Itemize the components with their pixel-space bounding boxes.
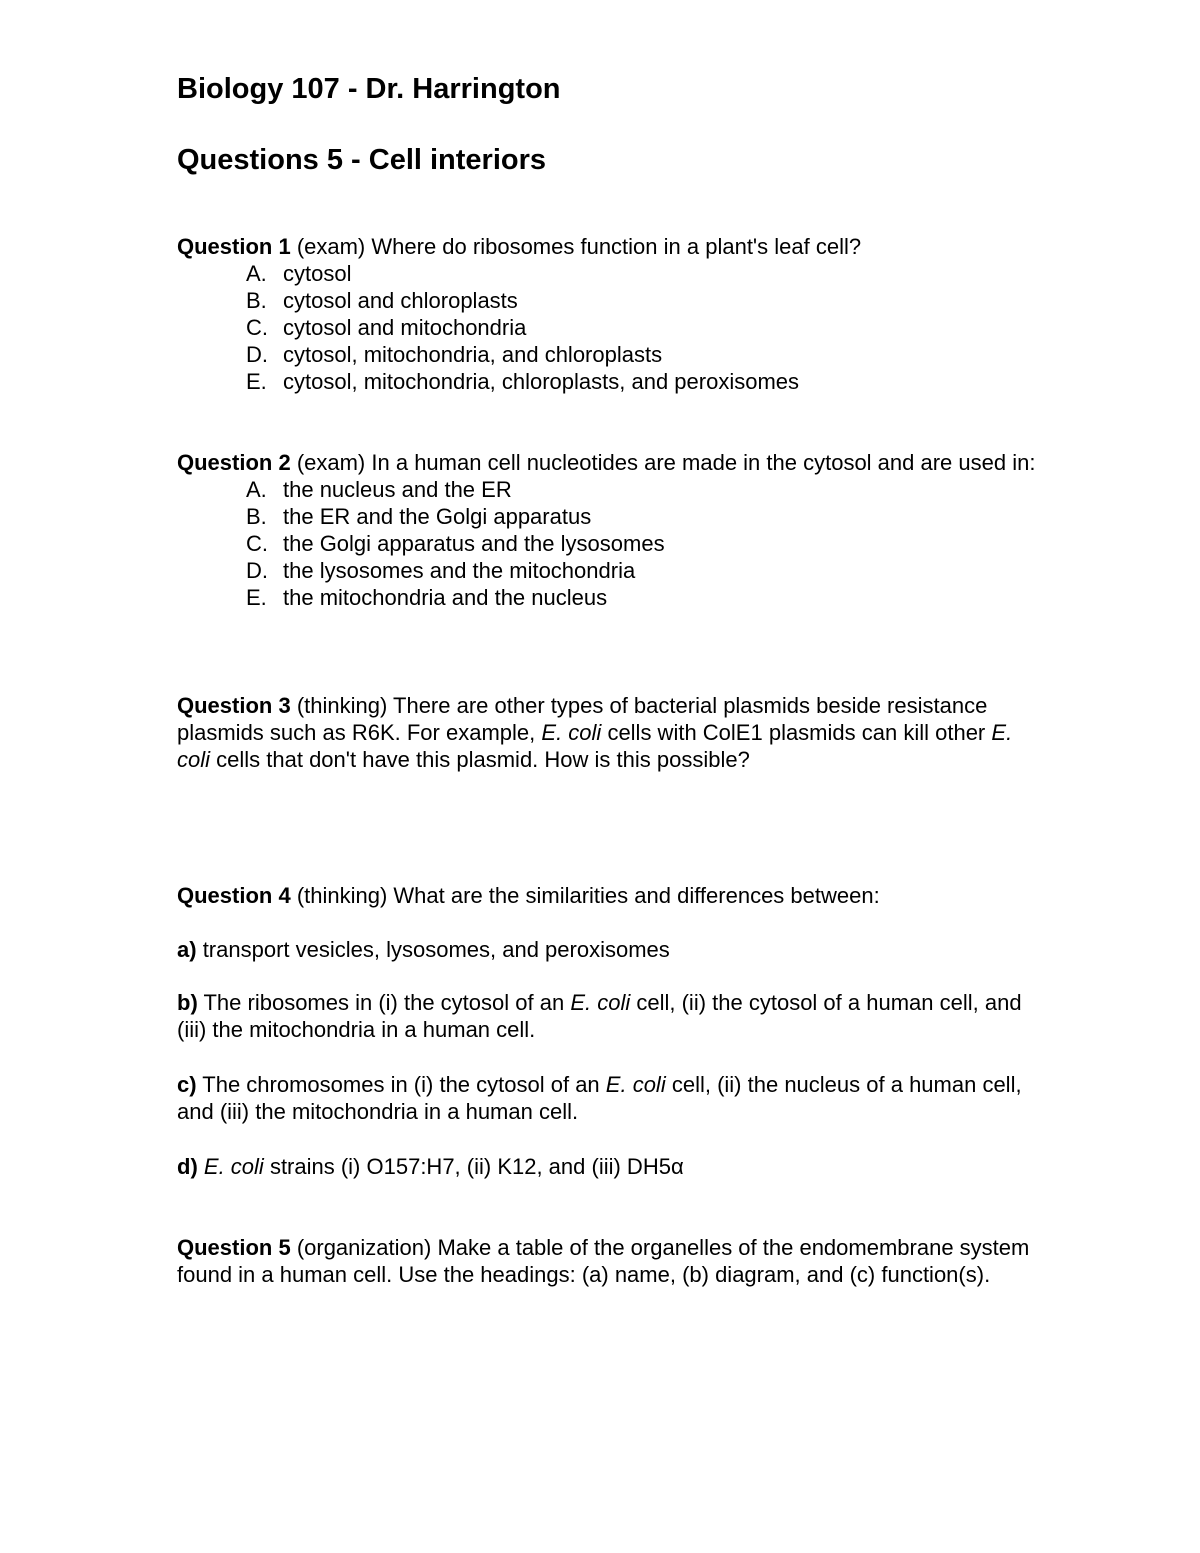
option-letter: D.	[246, 342, 268, 367]
question-1	[177, 233, 1037, 395]
question-5-label: Question 5	[177, 1235, 291, 1260]
part-text: The ribosomes in (i) the cytosol of an	[203, 990, 565, 1015]
question-2-label: Question 2	[177, 450, 291, 475]
question-5-prompt	[177, 1234, 1037, 1288]
question-3-type: (thinking)	[296, 693, 388, 718]
question-4-type: (thinking)	[296, 883, 388, 908]
question-3	[177, 692, 1037, 773]
question-1-prompt	[177, 233, 1037, 260]
option-text: cytosol and mitochondria	[283, 315, 527, 340]
question-5-type: (organization)	[296, 1235, 432, 1260]
organism-name: E. coli	[570, 990, 631, 1015]
question-1-label: Question 1	[177, 234, 291, 259]
question-3-text-part: There are other types of bacterial plasmids beside resistance plasmids such as R6K. For example,	[177, 693, 988, 745]
part-text: cell, (ii) the cytosol of a human cell, and (iii) the mitochondria in a human cell.	[177, 990, 1022, 1042]
part-text: strains (i) O157:H7, (ii) K12, and (iii) DH5α	[269, 1154, 684, 1179]
question-4-label: Question 4	[177, 883, 291, 908]
question-4	[177, 882, 1037, 909]
option-text: cytosol, mitochondria, chloroplasts, and peroxisomes	[283, 369, 800, 394]
option-item	[177, 314, 1037, 341]
option-text: cytosol and chloroplasts	[283, 288, 518, 313]
question-3-text-part: cells with ColE1 plasmids can kill other	[607, 720, 986, 745]
part-label: b)	[177, 990, 198, 1015]
option-text: the mitochondria and the nucleus	[283, 585, 608, 610]
part-label: c)	[177, 1072, 197, 1097]
question-1-type: (exam)	[296, 234, 366, 259]
question-4-part-d	[177, 1153, 1037, 1180]
question-4-prompt	[177, 882, 1037, 909]
question-2-options	[177, 476, 1037, 611]
option-letter: B.	[246, 504, 267, 529]
option-text: the nucleus and the ER	[283, 477, 512, 502]
option-letter: E.	[246, 369, 267, 394]
option-letter: E.	[246, 585, 267, 610]
option-letter: C.	[246, 531, 268, 556]
option-item	[177, 503, 1037, 530]
option-text: cytosol, mitochondria, and chloroplasts	[283, 342, 663, 367]
part-text: The chromosomes in (i) the cytosol of an	[202, 1072, 600, 1097]
question-4-part-a	[177, 936, 1037, 963]
question-2	[177, 449, 1037, 611]
course-heading: Biology 107 - Dr. Harrington	[177, 73, 561, 105]
question-3-text-part: cells that don't have this plasmid. How is this possible?	[216, 747, 750, 772]
option-text: the ER and the Golgi apparatus	[283, 504, 592, 529]
organism-name: E. coli	[203, 1154, 264, 1179]
option-letter: A.	[246, 477, 267, 502]
option-item	[177, 584, 1037, 611]
organism-name: E. coli	[605, 1072, 666, 1097]
part-label: a)	[177, 937, 197, 962]
part-text: transport vesicles, lysosomes, and peroxisomes	[202, 937, 670, 962]
question-1-options	[177, 260, 1037, 395]
option-item	[177, 557, 1037, 584]
question-3-prompt	[177, 692, 1037, 773]
question-5	[177, 1234, 1037, 1288]
option-text: cytosol	[283, 261, 352, 286]
option-text: the Golgi apparatus and the lysosomes	[283, 531, 665, 556]
option-letter: B.	[246, 288, 267, 313]
option-item	[177, 341, 1037, 368]
option-item	[177, 287, 1037, 314]
option-letter: C.	[246, 315, 268, 340]
question-2-prompt	[177, 449, 1037, 476]
question-3-label: Question 3	[177, 693, 291, 718]
part-label: d)	[177, 1154, 198, 1179]
option-letter: A.	[246, 261, 267, 286]
option-item	[177, 368, 1037, 395]
page-title: Questions 5 - Cell interiors	[177, 144, 547, 176]
question-1-text: Where do ribosomes function in a plant's leaf cell?	[371, 234, 862, 259]
question-4-part-c	[177, 1071, 1037, 1125]
part-text: cell, (ii) the nucleus of a human cell, and (iii) the mitochondria in a human cell.	[177, 1072, 1022, 1124]
organism-name: E. coli	[177, 720, 1013, 772]
question-4-text: What are the similarities and differences between:	[393, 883, 880, 908]
question-2-text: In a human cell nucleotides are made in the cytosol and are used in:	[371, 450, 1036, 475]
question-4-part-b	[177, 989, 1037, 1043]
option-text: the lysosomes and the mitochondria	[283, 558, 636, 583]
question-2-type: (exam)	[296, 450, 366, 475]
organism-name: E. coli	[541, 720, 602, 745]
option-item	[177, 260, 1037, 287]
option-item	[177, 530, 1037, 557]
option-letter: D.	[246, 558, 268, 583]
option-item	[177, 476, 1037, 503]
question-5-text: Make a table of the organelles of the endomembrane system found in a human cell. Use the headings: (a) name, (b) diagram, and (c) function(s).	[177, 1235, 1030, 1287]
